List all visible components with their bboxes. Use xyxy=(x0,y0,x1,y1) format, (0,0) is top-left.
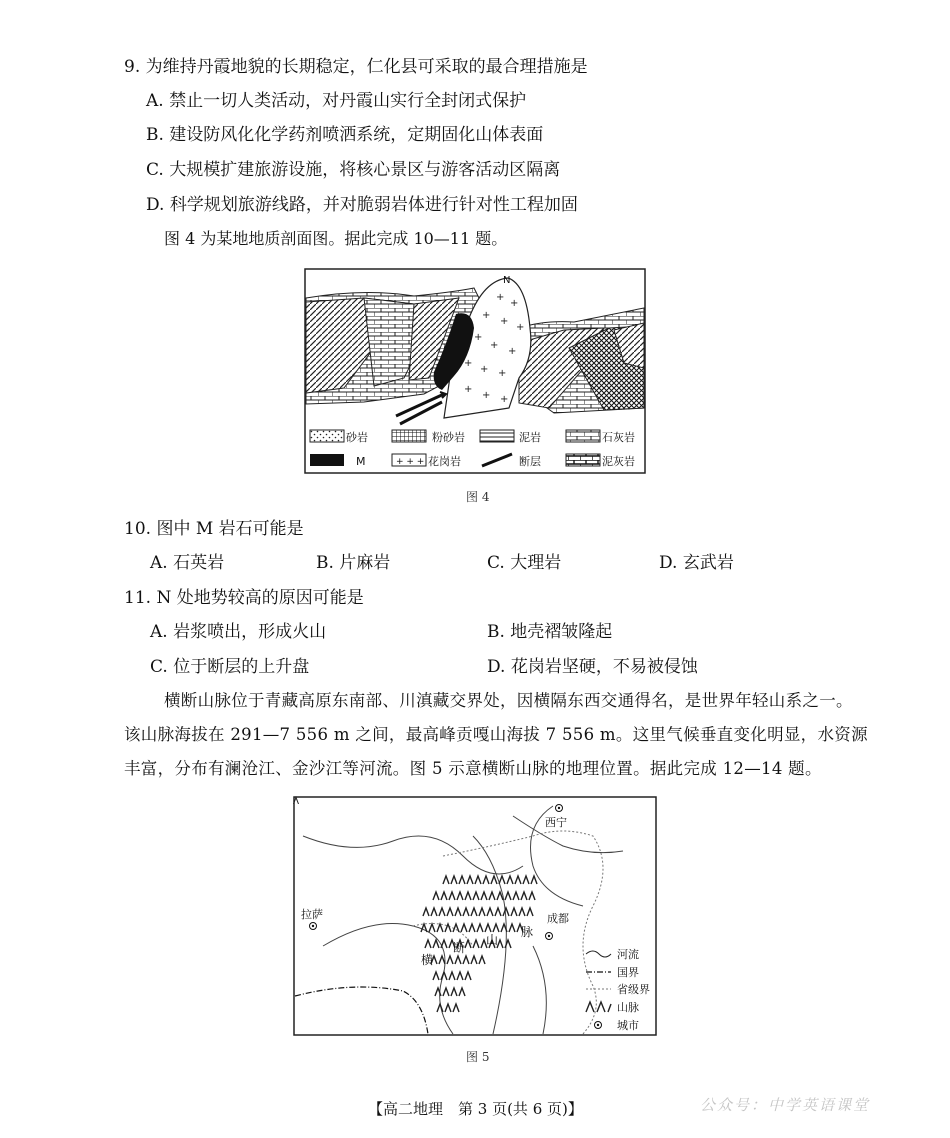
range-char-heng: 横 xyxy=(421,953,434,967)
q10-option-b: B. 片麻岩 xyxy=(316,553,391,573)
q9-stem: 9. 为维持丹霞地貌的长期稳定，仁化县可采取的最合理措施是 xyxy=(124,57,588,77)
svg-text:+: + xyxy=(464,384,473,395)
range-char-mai: 脉 xyxy=(521,925,534,939)
watermark: 公众号：中学英语课堂 xyxy=(700,1096,871,1114)
legend-siltstone: 粉砂岩 xyxy=(432,431,465,444)
legend-mudstone: 泥岩 xyxy=(519,431,541,444)
q10-stem: 10. 图中 M 岩石可能是 xyxy=(124,519,304,539)
legend-sandstone: 砂岩 xyxy=(346,431,368,444)
legend-river: 河流 xyxy=(617,948,639,961)
svg-text:+: + xyxy=(498,368,507,379)
svg-text:+: + xyxy=(500,394,509,405)
figure-5-map xyxy=(293,796,657,1036)
svg-text:+: + xyxy=(496,292,505,303)
q11-option-a: A. 岩浆喷出，形成火山 xyxy=(150,622,327,642)
q11-option-c: C. 位于断层的上升盘 xyxy=(150,657,310,677)
q9-option-a: A. 禁止一切人类活动，对丹霞山实行全封闭式保护 xyxy=(146,91,527,111)
figure-4-caption: 图 4 xyxy=(466,490,490,504)
legend-fault: 断层 xyxy=(519,455,541,468)
para-line-2: 该山脉海拔在 291—7 556 m 之间，最高峰贡嘎山海拔 7 556 m。这里气候垂直变化明显，水资源 xyxy=(124,725,868,744)
para-line-1: 横断山脉位于青藏高原东南部、川滇藏交界处，因横隔东西交通得名，是世界年轻山系之一。 xyxy=(164,691,853,710)
page-footer: 【高二地理 第 3 页(共 6 页)】 xyxy=(368,1100,583,1118)
svg-text:+: + xyxy=(482,390,491,401)
svg-text:+: + xyxy=(500,316,509,327)
q10-option-c: C. 大理岩 xyxy=(487,553,562,573)
figure-4-cross-section xyxy=(304,268,646,474)
svg-text:+: + xyxy=(482,310,491,321)
legend-provincial-border: 省级界 xyxy=(617,983,650,996)
city-xining: 西宁 xyxy=(545,816,567,829)
range-char-shan: 山 xyxy=(486,933,499,947)
fig4-intro: 图 4 为某地地质剖面图。据此完成 10—11 题。 xyxy=(164,229,508,248)
legend-national-border: 国界 xyxy=(617,966,639,979)
figure-5-caption: 图 5 xyxy=(466,1050,490,1064)
q11-stem: 11. N 处地势较高的原因可能是 xyxy=(124,588,364,608)
svg-text:+: + xyxy=(480,364,489,375)
legend-mountain: 山脉 xyxy=(617,1001,639,1014)
svg-text:+ + +: + + + xyxy=(396,457,425,467)
para-line-3: 丰富，分布有澜沧江、金沙江等河流。图 5 示意横断山脉的地理位置。据此完成 12—14 题。 xyxy=(124,759,822,778)
q10-option-d: D. 玄武岩 xyxy=(659,553,734,573)
q9-option-c: C. 大规模扩建旅游设施，将核心景区与游客活动区隔离 xyxy=(146,160,561,180)
city-lhasa: 拉萨 xyxy=(301,908,323,921)
n-label: N xyxy=(503,275,511,286)
svg-text:+: + xyxy=(508,346,517,357)
svg-text:+: + xyxy=(474,332,483,343)
svg-text:+: + xyxy=(490,340,499,351)
range-char-duan: 断 xyxy=(453,941,466,955)
q11-option-b: B. 地壳褶皱隆起 xyxy=(487,622,613,642)
q11-option-d: D. 花岗岩坚硬，不易被侵蚀 xyxy=(487,657,698,677)
svg-text:+: + xyxy=(464,358,473,369)
q9-option-b: B. 建设防风化化学药剂喷洒系统，定期固化山体表面 xyxy=(146,125,544,145)
legend-limestone: 石灰岩 xyxy=(602,431,635,444)
q10-option-a: A. 石英岩 xyxy=(150,553,225,573)
legend-marl: 泥灰岩 xyxy=(602,455,635,468)
legend-city: 城市 xyxy=(617,1019,639,1032)
city-chengdu: 成都 xyxy=(547,912,569,925)
svg-text:+: + xyxy=(516,322,525,333)
svg-text:+: + xyxy=(510,298,519,309)
legend-m: M xyxy=(356,455,366,468)
q9-option-d: D. 科学规划旅游线路，并对脆弱岩体进行针对性工程加固 xyxy=(146,195,578,215)
legend-granite: 花岗岩 xyxy=(428,455,461,468)
